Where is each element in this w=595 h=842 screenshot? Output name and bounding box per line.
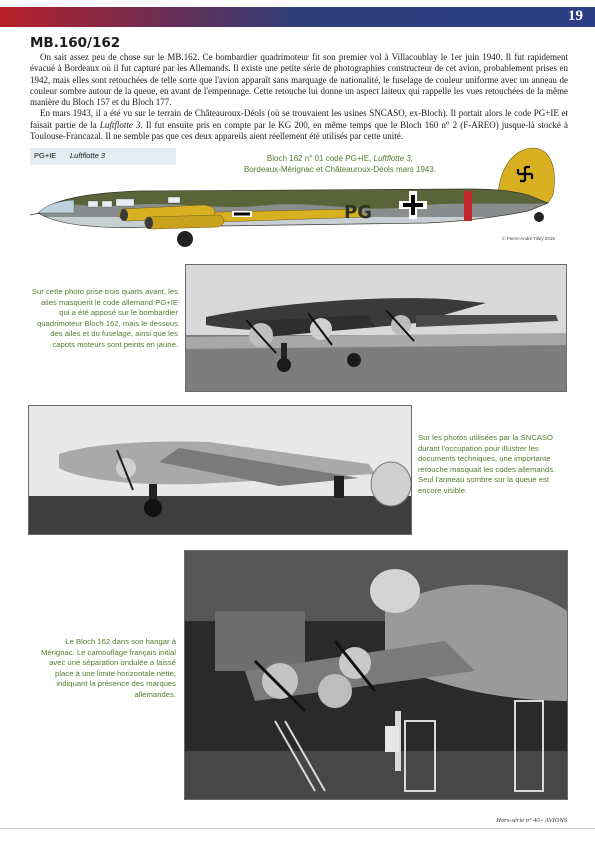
caption-photo-2: Sur les photos utilisées par la SNCASO durant l'occupation pour illustrer les documents techniques, une importante retouche masquait les codes allemands. Seul l'anneau sombre sur la queue est encore visible. [418,433,556,495]
paragraph-2 [30,108,568,142]
page-footer: Hors-série n° 40 - AVIONS [496,817,567,824]
fuselage-red-band [464,191,472,221]
fuselage-code: PG [344,202,372,223]
header-band [0,7,595,27]
paragraph-1: On sait assez peu de chose sur le MB.162. Ce bombardier quadrimoteur fit son premier vol à Villacoublay le 1er juin 1940. Il fut rapidement évacué à Bordeaux où il fut capturé par les Allemands. Il existe une petite série de photographies constructeur de cet avion, probablement prises en 1942, mais elles sont retouchées de telle sorte que l'avion apparaît sans marquage de nationalité, le fuselage de couleur uniforme avec un anneau de couleur sombre autour de la queue, en avant de l'empennage. Cette retouche lui donne un aspect laiteux qui rappelle les vues retouchées de la même manière du Bloch 157 et du Bloch 177. [30,52,568,108]
profile-caption-line2: Bordeaux-Mérignac et Châteauroux-Déols mars 1943. [243,165,437,174]
paragraph-2-unit: Luftflotte 3 [99,119,141,130]
caption-photo-1: Sur cette photo prise trois quarts avant, les ailes masquent le code allemand PG+IE qui a été apposé sur le bombardier quadrimoteur Bloch 162, mais le dessous des ailes et du fuselage, ainsi que les capots moteurs sont peints en jaune. [31,287,178,349]
footer-rule [0,828,595,829]
photo-in-hangar [184,550,568,800]
photo-retouched-side-view [28,405,412,535]
wing-balkenkreuz-icon [232,211,252,217]
profile-unit-label: Luftflotte 3 [70,151,106,160]
caption-photo-3: Le Bloch 162 dans son hangar à Mérignac. Le camouflage français initial avec une séparation ondulée a laissé place à une limite horizontale nette, indiquant la présence des marques allemandes. [40,637,176,699]
profile-code-label: PG+IE [34,151,57,160]
article-body [30,52,568,142]
page-number: 19 [568,8,583,24]
paragraph-2-end: . Il fut ensuite pris en compte par le KG 200, en même temps que le Bloch 160 n° 2 (F-AREO) jusque-là stocké à Toulouse-Francazal. Il ne semble pas que ces deux appareils aient réellement été utilisés par cette unité. [30,119,568,142]
profile-caption [225,153,455,175]
illustration-credit: © Pierre-André Tilley 2015 [502,236,555,241]
profile-caption-line1-text: Bloch 162 n° 01 codé PG+IE, [266,154,374,163]
main-wheel [177,231,193,247]
article-title: MB.160/162 [30,35,121,51]
paragraph-2-start: En mars 1943, il a été vu sur le terrain de Châteauroux-Déols (où se trouvaient les usines SNCASO, ex-Bloch). Il portait alors le code PG+IE et faisait partie de la [30,108,568,130]
profile-caption-unit: Luftflotte 3, [373,154,414,163]
photo-three-quarter-front [185,264,567,392]
outer-engine-nacelle [145,215,224,229]
